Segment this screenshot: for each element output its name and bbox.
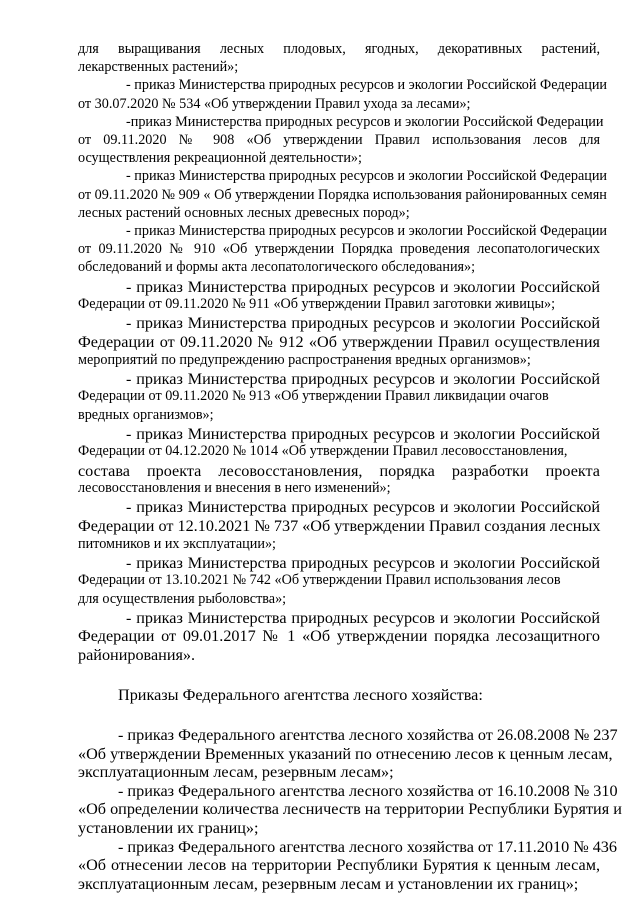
- text-line: Федерации от 09.11.2020 № 912 «Об утверждении Правил осуществления: [78, 333, 600, 351]
- text-line: «Об утверждении Временных указаний по отнесению лесов к ценным лесам,: [78, 744, 613, 763]
- text-line: мероприятий по предупреждению распространения вредных организмов»;: [78, 351, 531, 368]
- text-line: от 09.11.2020 № 910 «Об утверждении Порядка проведения лесопатологических: [78, 241, 600, 258]
- text-line: - приказ Министерства природных ресурсов и экологии Российской: [126, 553, 600, 572]
- text-line: - приказ Федерального агентства лесного хозяйства от 17.11.2010 № 436: [118, 837, 617, 856]
- text-line: эксплуатационным лесам, резервным лесам и установлении их границ»;: [78, 874, 579, 893]
- text-line: установлении их границ»;: [78, 819, 259, 837]
- text-line: районирования».: [78, 646, 196, 664]
- text-line: эксплуатационным лесам, резервным лесам»;: [78, 763, 394, 782]
- text-line: для выращивания лесных плодовых, ягодных, декоративных растений,: [78, 41, 600, 57]
- text-line: Федерации от 04.12.2020 № 1014 «Об утверждении Правил лесовосстановления,: [78, 443, 568, 460]
- text-line: - приказ Министерства природных ресурсов и экологии Российской Федерации: [126, 223, 608, 239]
- text-line: Федерации от 09.11.2020 № 911 «Об утверждении Правил заготовки живицы»;: [78, 296, 556, 313]
- text-line: «Об определении количества лесничеств на территории Республики Бурятия и: [78, 800, 622, 819]
- text-line: - приказ Федерального агентства лесного хозяйства от 26.08.2008 № 237: [118, 726, 618, 744]
- text-line: - приказ Министерства природных ресурсов и экологии Российской Федерации: [126, 77, 608, 94]
- text-line: - приказ Министерства природных ресурсов и экологии Российской: [126, 608, 600, 627]
- text-line: - приказ Министерства природных ресурсов и экологии Российской: [126, 424, 600, 443]
- text-line: - приказ Министерства природных ресурсов и экологии Российской: [126, 498, 600, 517]
- section-heading: Приказы Федерального агентства лесного хозяйства:: [118, 686, 483, 704]
- text-line: от 30.07.2020 № 534 «Об утверждении Правил ухода за лесами»;: [78, 95, 471, 112]
- text-line: осуществления рекреационной деятельности»;: [78, 150, 362, 167]
- text-line: Федерации от 09.01.2017 № 1 «Об утверждении порядка лесозащитного: [78, 627, 600, 646]
- text-line: для осуществления рыболовства»;: [78, 590, 287, 607]
- text-line: лесовосстановления и внесения в него изменений»;: [78, 480, 391, 497]
- text-line: состава проекта лесовосстановления, порядка разработки проекта: [78, 461, 600, 480]
- text-line: Федерации от 13.10.2021 № 742 «Об утверждении Правил использования лесов: [78, 572, 561, 589]
- text-line: лекарственных растений»;: [78, 59, 239, 76]
- text-line: вредных организмов»;: [78, 406, 214, 423]
- text-line: - приказ Министерства природных ресурсов и экологии Российской Федерации: [126, 168, 608, 185]
- text-line: - приказ Министерства природных ресурсов и экологии Российской: [126, 314, 600, 333]
- text-line: «Об отнесении лесов на территории Республики Бурятия к ценным лесам,: [78, 856, 600, 875]
- text-line: от 09.11.2020 № 908 «Об утверждении Правил использования лесов для: [78, 132, 600, 148]
- text-line: обследований и формы акта лесопатологического обследования»;: [78, 259, 476, 276]
- text-line: Федерации от 12.10.2021 № 737 «Об утверждении Правил создания лесных: [78, 517, 601, 535]
- text-line: лесных растений основных лесных древесных пород»;: [78, 204, 410, 221]
- text-line: от 09.11.2020 № 909 « Об утверждении Порядка использования районированных семян: [78, 186, 607, 203]
- text-line: - приказ Министерства природных ресурсов и экологии Российской: [126, 369, 600, 388]
- text-line: питомников и их эксплуатации»;: [78, 535, 276, 552]
- text-line: Федерации от 09.11.2020 № 913 «Об утверждении Правил ликвидации очагов: [78, 388, 549, 405]
- text-line: -приказ Министерства природных ресурсов и экологии Российской Федерации: [126, 113, 604, 130]
- text-line: - приказ Федерального агентства лесного хозяйства от 16.10.2008 № 310: [118, 781, 618, 800]
- text-line: - приказ Министерства природных ресурсов и экологии Российской: [126, 277, 600, 296]
